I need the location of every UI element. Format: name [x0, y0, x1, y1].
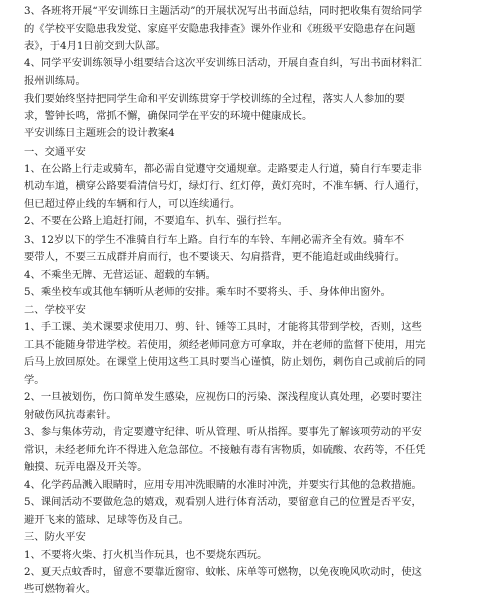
text-line: 3、参与集体劳动，肯定要遵守纪律、听从管理、听从指挥。要事先了解该项劳动的平安 — [24, 426, 422, 438]
text-line: 学。 — [24, 374, 45, 386]
text-line: 常识，未经老师允许不得进入危急部位。不接触有毒有害物质，如硫酸、农药等，不任凭 — [24, 444, 426, 456]
text-line: 我们要始终坚持把同学生命和平安训练贯穿于学校训练的全过程，落实人人参加的要 — [24, 93, 405, 105]
text-line: 1、手工课、美术课要求使用刀、剪、针、锤等工具时，才能将其带到学校，否则，这些 — [24, 321, 422, 333]
text-line: 1、不要将火柴、打火机当作玩具，也不要烧东西玩。 — [24, 549, 268, 561]
text-line: 表》，于4月1日前交到大队部。 — [24, 40, 166, 52]
text-line: 求，警钟长鸣，常抓不懈，确保同学在平安的环境中健康成长。 — [24, 110, 313, 122]
text-line: 2、夏天点蚊香时，留意不要靠近窗帘、蚊帐、床单等可燃物，以免夜晚风吹动时，使这 — [24, 566, 422, 578]
text-line: 2、不要在公路上追赶打闹，不要追车、扒车、强行拦车。 — [24, 215, 288, 227]
text-line: 触摸、玩弄电器及开关等。 — [24, 461, 148, 473]
text-line: 避开飞来的篮球、足球等伤及自己。 — [24, 514, 189, 526]
text-line: 5、课间活动不要做危急的嬉戏，观看别人进行体育活动，要留意自己的位置是否平安， — [24, 496, 422, 508]
text-line: 要带人，不要三五成群并肩而行，也不要谈天、勾肩搭背，更不能追赶或曲线骑行。 — [24, 251, 405, 263]
text-line: 但已超过停止线的车辆和行人，可以连续通行。 — [24, 198, 241, 210]
text-line: 的《学校平安隐患我发觉、家庭平安隐患我排查》课外作业和《班级平安隐患存在问题 — [24, 23, 416, 35]
text-line: 2、一旦被划伤，伤口简单发生感染，应视伤口的污染、深浅程度认真处理，必要时要注 — [24, 391, 422, 403]
text-line: 3、各班将开展“平安训练日主题活动”的开展状况写出书面总结，同时把收集有贺给同学 — [24, 5, 423, 17]
section-heading: 一、交通平安 — [24, 146, 86, 158]
section-heading: 三、防火平安 — [24, 531, 86, 543]
text-line: 4、化学药品溅入眼睛时，应用专用冲洗眼睛的水准时冲洗，并要实行其他的急救措施。 — [24, 479, 422, 491]
text-line: 4、同学平安训练领导小组要结合这次平安训练日活动，开展自查自纠，写出书面材料汇 — [24, 57, 422, 69]
text-line: 5、乘坐校车或其他车辆听从老师的安排。乘车时不要将头、手、身体伸出窗外。 — [24, 286, 391, 298]
text-line: 工具不能随身带进学校。若使用，须经老师同意方可拿取，并在老师的监督下使用，用完 — [24, 339, 426, 351]
section-heading: 二、学校平安 — [24, 304, 86, 316]
text-line: 机动车道，横穿公路要看清信号灯，绿灯行、红灯停，黄灯亮时，不准车辆、行人通行， — [24, 180, 426, 192]
text-line: 3、12岁以下的学生不准骑自行车上路。自行车的车铃、车闸必需齐全有效。骑车不 — [24, 234, 405, 246]
text-line: 报州训练局。 — [24, 75, 86, 87]
text-line: 1、在公路上行走或骑车，都必需自觉遵守交通规章。走路要走人行道，骑自行车要走非 — [24, 163, 422, 175]
text-line: 后马上放回原处。在课堂上使用这些工具时要当心谨慎，防止划伤，刺伤自己或前后的同 — [24, 356, 426, 368]
text-line: 些可燃物着火。 — [24, 583, 97, 595]
section-title: 平安训练日主题班会的设计教案4 — [24, 127, 175, 139]
text-line: 射破伤风抗毒素针。 — [24, 409, 117, 421]
text-line: 4、不乘坐无牌、无营运证、超载的车辆。 — [24, 269, 216, 281]
